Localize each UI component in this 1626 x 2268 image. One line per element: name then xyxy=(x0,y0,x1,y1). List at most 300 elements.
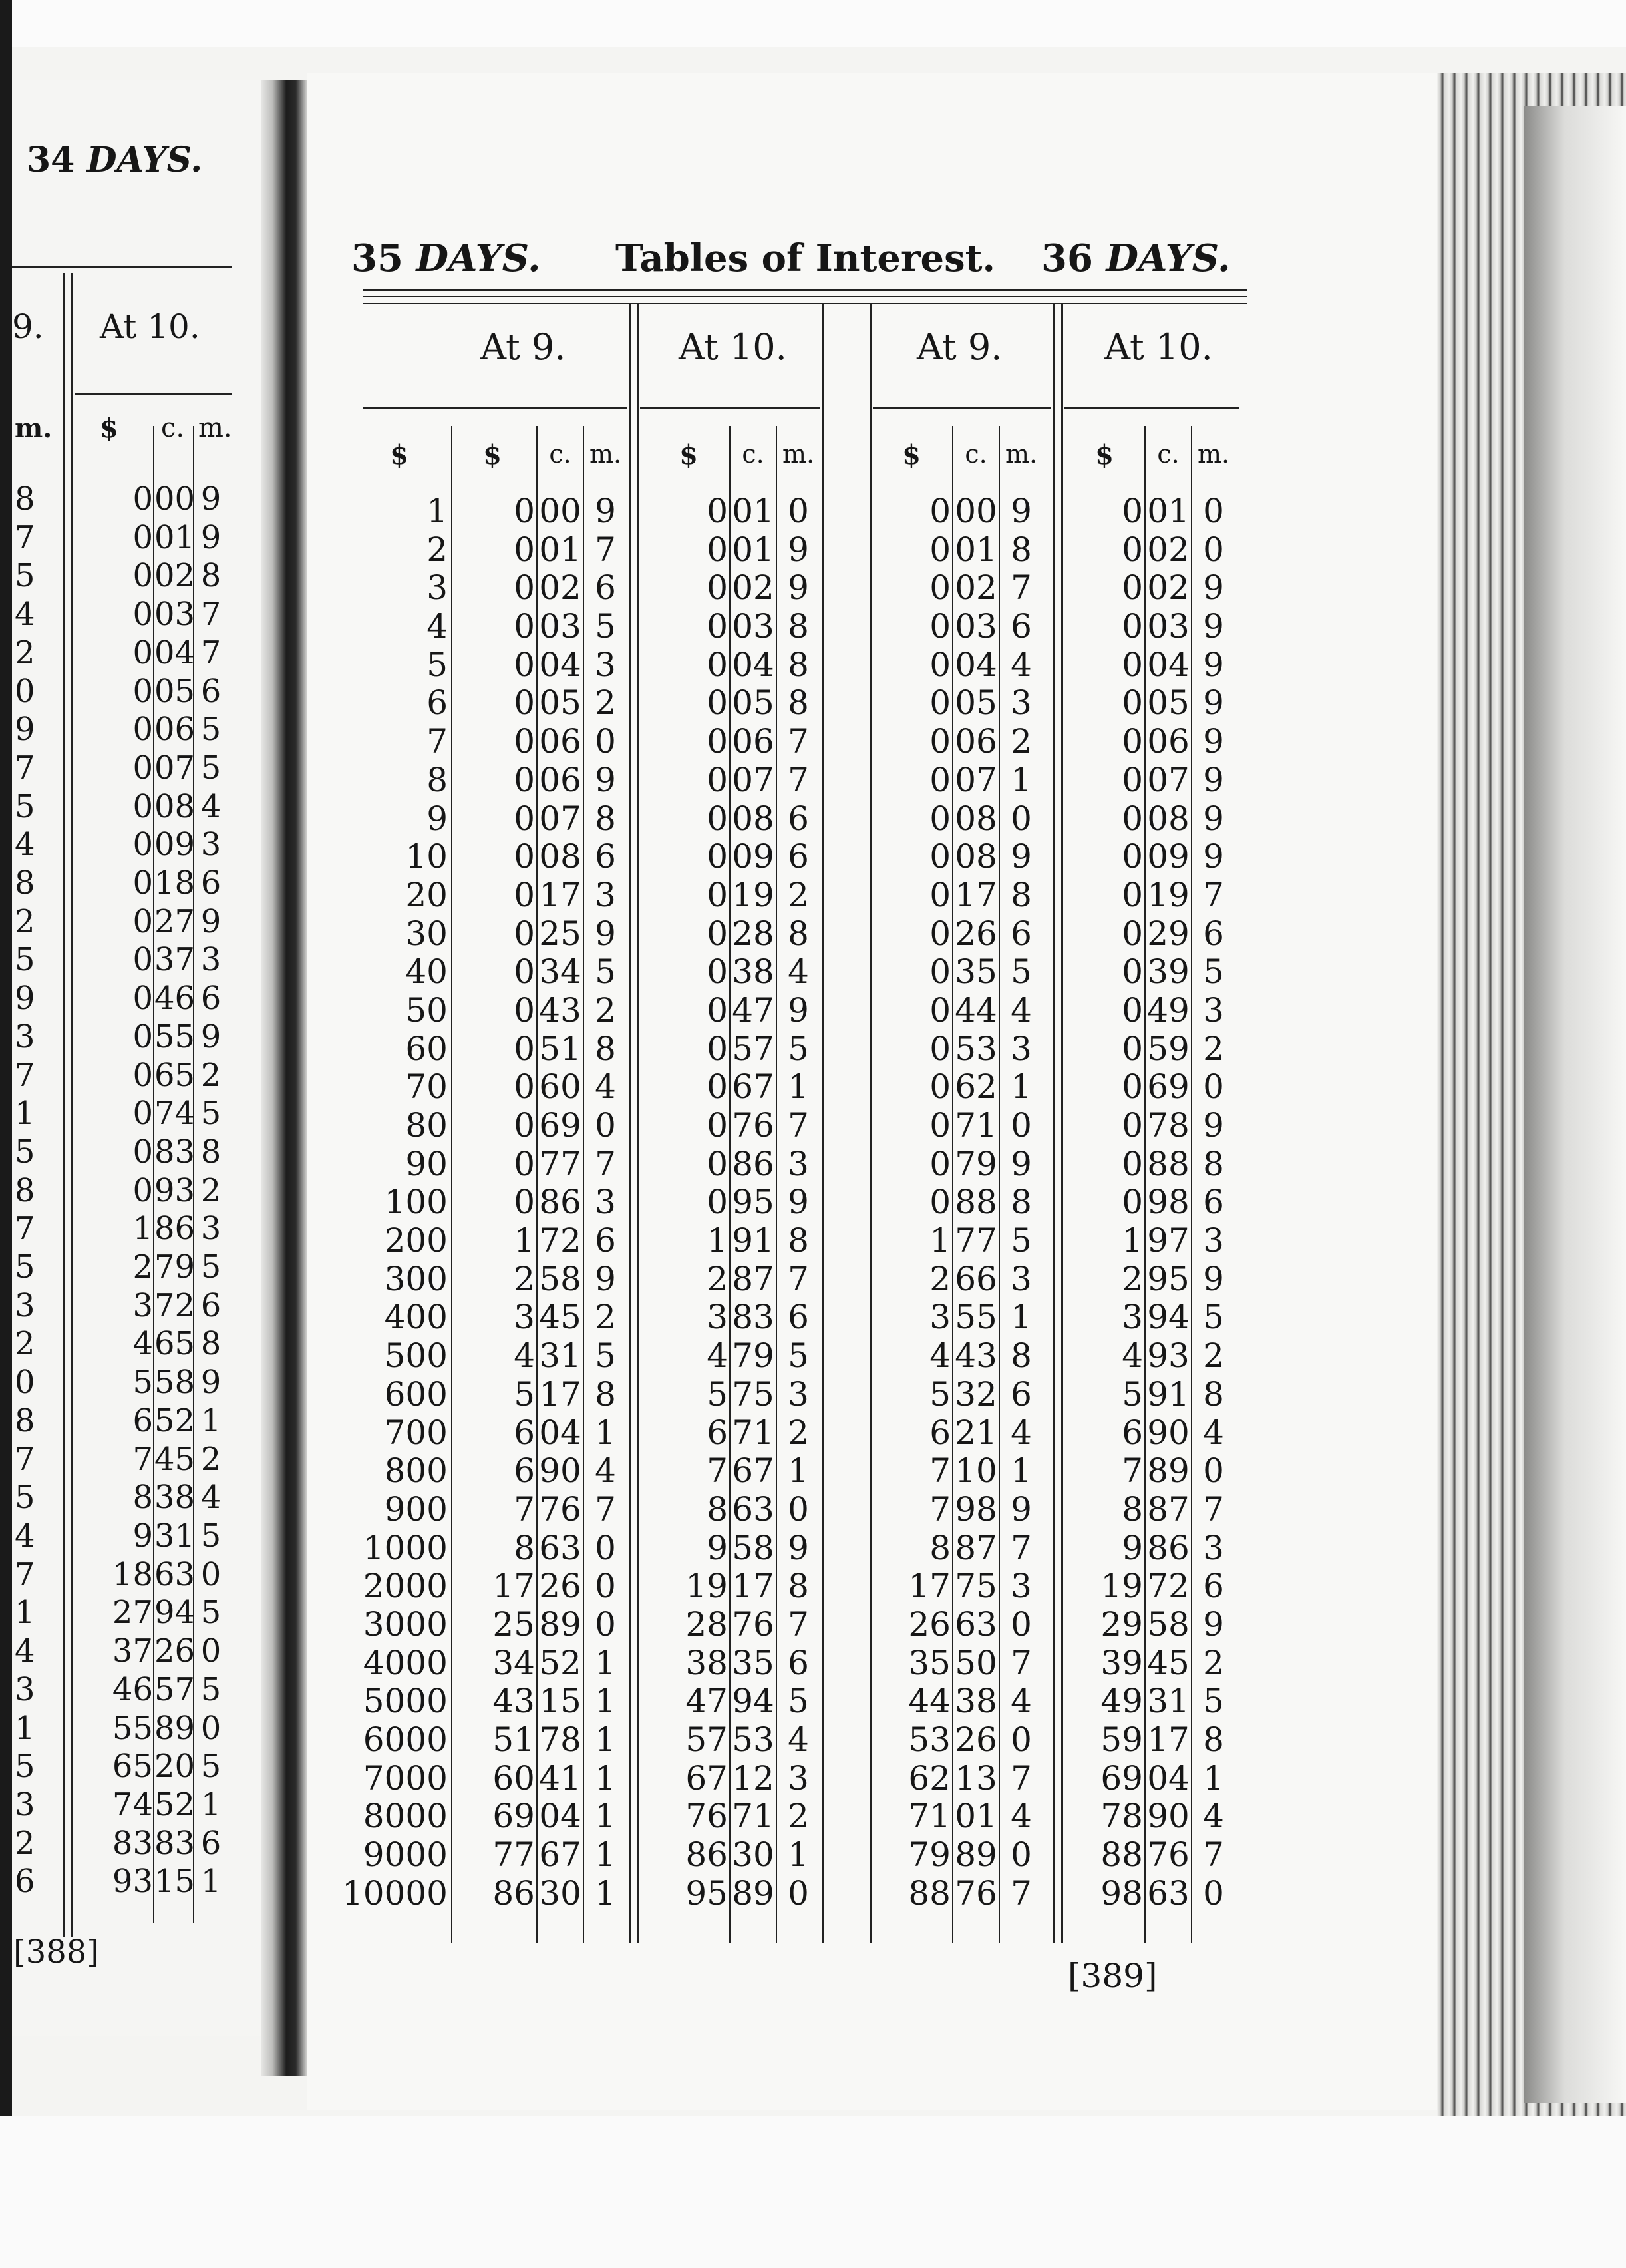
left-dollars-cell: 0 xyxy=(132,711,153,749)
g2-mills-cell: 0 xyxy=(788,492,809,530)
g2-dollars-cell: 0 xyxy=(707,1029,728,1068)
g3-mills-cell: 8 xyxy=(1011,875,1032,914)
g3-dollars-cell: 0 xyxy=(929,799,951,838)
g4-cents-cell: 02 xyxy=(1147,530,1190,569)
left-mills-cell: 1 xyxy=(200,1402,222,1439)
g2-cents-cell: 71 xyxy=(732,1797,774,1836)
g4-mills-cell: 4 xyxy=(1203,1413,1224,1452)
g4-mills-cell: 2 xyxy=(1203,1029,1224,1068)
g3-dollars-cell: 7 xyxy=(929,1451,951,1491)
principal-cell: 7000 xyxy=(363,1758,448,1797)
g1-cents-cell: 86 xyxy=(539,1183,581,1222)
g4-dollars-cell: 0 xyxy=(1122,722,1143,761)
left-mills-header: m. xyxy=(198,413,232,443)
g1-cents-header: c. xyxy=(549,439,571,469)
g4-cents-cell: 01 xyxy=(1147,492,1190,530)
g3-mills-cell: 9 xyxy=(1011,492,1032,530)
left-cents-cell: 05 xyxy=(154,672,196,710)
g2-cents-cell: 57 xyxy=(732,1029,774,1068)
g1-mills-cell: 0 xyxy=(595,722,616,761)
left-cents-cell: 02 xyxy=(154,557,196,595)
left-cents-cell: 08 xyxy=(154,787,196,825)
g4-cents-cell: 86 xyxy=(1147,1528,1190,1567)
left-tail-mills-cell: 2 xyxy=(15,902,35,940)
g2-dollars-column xyxy=(640,492,728,1913)
g2-cents-cell: 05 xyxy=(732,683,774,723)
g4-dollars-cell: 0 xyxy=(1122,1144,1143,1183)
left-page-folio: [388] xyxy=(13,1933,100,1971)
g3-cents-cell: 21 xyxy=(955,1413,997,1452)
g2-dollars-cell: 0 xyxy=(707,914,728,953)
left-mills-cell: 3 xyxy=(200,826,222,864)
g3-dollars-cell: 53 xyxy=(908,1720,951,1759)
g2-mills-cell: 8 xyxy=(788,1221,809,1260)
divider-principal-right xyxy=(637,303,639,1943)
left-mills-cell: 5 xyxy=(200,1248,222,1286)
g3-cents-header: c. xyxy=(965,439,987,469)
g3-cents-cell: 38 xyxy=(955,1682,997,1721)
g4-mills-cell: 8 xyxy=(1203,1144,1224,1183)
g3-cents-cell: 50 xyxy=(955,1643,997,1682)
g3-mills-cell: 3 xyxy=(1011,1029,1032,1068)
left-cents-cell: 04 xyxy=(154,634,196,671)
g2-mills-cell: 4 xyxy=(788,1720,809,1759)
left-mills-cell: 9 xyxy=(200,518,222,556)
scan-margin-top xyxy=(0,0,1626,47)
g1-cents-cell: 41 xyxy=(539,1758,581,1797)
g1-mills-cell: 0 xyxy=(595,1106,616,1145)
g1-dollars-cell: 2 xyxy=(514,1259,535,1298)
g1-cents-cell: 30 xyxy=(539,1873,581,1913)
g3-mills-cell: 9 xyxy=(1011,1489,1032,1529)
g1-mills-cell: 4 xyxy=(595,1451,616,1491)
g2-cents-cell: 03 xyxy=(732,607,774,646)
scan-margin-bottom xyxy=(0,2116,1626,2268)
g4-cents-cell: 08 xyxy=(1147,799,1190,838)
g2-mills-cell: 0 xyxy=(788,1873,809,1913)
g1-mills-cell: 1 xyxy=(595,1643,616,1682)
left-cents-cell: 55 xyxy=(154,1018,196,1055)
principal-cell: 2 xyxy=(426,530,448,569)
left-tail-mills-cell: 2 xyxy=(15,1824,35,1862)
g1-dollars-cell: 7 xyxy=(514,1489,535,1529)
g3-cents-cell: 01 xyxy=(955,1797,997,1836)
g2-mills-cell: 7 xyxy=(788,722,809,761)
g1-mills-cell: 0 xyxy=(595,1605,616,1644)
g3-cents-cell: 89 xyxy=(955,1835,997,1875)
g2-dollars-cell: 9 xyxy=(707,1528,728,1567)
g4-mills-cell: 0 xyxy=(1203,530,1224,569)
left-mills-cell: 5 xyxy=(200,1748,222,1786)
g4-mills-cell: 8 xyxy=(1203,1374,1224,1414)
g1-cents-cell: 26 xyxy=(539,1567,581,1606)
left-tail-mills-cell: 7 xyxy=(15,749,35,787)
g2-mills-cell: 8 xyxy=(788,683,809,723)
left-tail-mills-cell: 5 xyxy=(15,787,35,825)
g2-mills-cell: 7 xyxy=(788,1106,809,1145)
g3-mills-cell: 3 xyxy=(1011,1567,1032,1606)
g4-mills-cell: 6 xyxy=(1203,1567,1224,1606)
g1-mills-cell: 7 xyxy=(595,1144,616,1183)
g3-dollars-cell: 26 xyxy=(908,1605,951,1644)
left-tail-mills-cell: 7 xyxy=(15,518,35,556)
principal-cell: 600 xyxy=(384,1374,448,1414)
g2-dollars-cell: 76 xyxy=(685,1797,728,1836)
left-tail-mills-cell: 9 xyxy=(15,711,35,749)
principal-cell: 9 xyxy=(426,799,448,838)
g3-mills-cell: 6 xyxy=(1011,607,1032,646)
left-tail-mills-cell: 7 xyxy=(15,1056,35,1094)
left-cents-cell: 45 xyxy=(154,1440,196,1478)
g1-dollars-cell: 0 xyxy=(514,914,535,953)
g1-dollars-cell: 0 xyxy=(514,530,535,569)
g4-cents-cell: 31 xyxy=(1147,1682,1190,1721)
principal-cell: 70 xyxy=(405,1067,448,1107)
divider-principal-left xyxy=(629,303,631,1943)
divider-group3-4-left xyxy=(1053,303,1055,1943)
left-tail-mills-column xyxy=(15,480,41,1901)
g3-dollars-cell: 62 xyxy=(908,1758,951,1797)
g4-dollars-cell: 0 xyxy=(1122,683,1143,723)
left-cents-cell: 27 xyxy=(154,902,196,940)
g4-cents-header: c. xyxy=(1157,439,1180,469)
left-dollars-column xyxy=(67,480,153,1901)
left-cents-cell: 63 xyxy=(154,1555,196,1593)
left-cents-cell: 52 xyxy=(154,1402,196,1439)
g2-cents-cell: 30 xyxy=(732,1835,774,1875)
left-tail-mills-cell: 5 xyxy=(15,1479,35,1517)
left-cents-cell: 52 xyxy=(154,1786,196,1823)
g1-mills-cell: 8 xyxy=(595,1029,616,1068)
g2-mills-cell: 7 xyxy=(788,1259,809,1298)
g3-mills-cell: 1 xyxy=(1011,1067,1032,1107)
left-mills-cell: 3 xyxy=(200,941,222,979)
g2-dollars-cell: 0 xyxy=(707,722,728,761)
g4-dollars-cell: 0 xyxy=(1122,914,1143,953)
left-cents-cell: 94 xyxy=(154,1594,196,1632)
g2-mills-cell: 5 xyxy=(788,1336,809,1376)
group-rule-1 xyxy=(363,407,627,409)
g1-mills-cell: 3 xyxy=(595,645,616,684)
g2-cents-cell: 09 xyxy=(732,837,774,876)
left-cents-cell: 31 xyxy=(154,1517,196,1555)
g2-dollars-cell: 3 xyxy=(707,1298,728,1337)
g2-mills-cell: 1 xyxy=(788,1835,809,1875)
left-dollars-cell: 0 xyxy=(132,787,153,825)
g3-dollars-cell: 17 xyxy=(908,1567,951,1606)
g1-mills-cell: 1 xyxy=(595,1720,616,1759)
g1-dollars-cell: 86 xyxy=(492,1873,535,1913)
g3-mills-cell: 0 xyxy=(1011,1605,1032,1644)
left-dollars-cell: 0 xyxy=(132,941,153,979)
g4-mills-cell: 2 xyxy=(1203,1643,1224,1682)
g4-cents-cell: 97 xyxy=(1147,1221,1190,1260)
g3-mills-cell: 8 xyxy=(1011,1336,1032,1376)
left-tail-mills-cell: 5 xyxy=(15,1248,35,1286)
g3-mills-cell: 7 xyxy=(1011,1643,1032,1682)
g1-mills-cell: 6 xyxy=(595,1221,616,1260)
g4-dollars-column xyxy=(1064,492,1143,1913)
g4-cents-cell: 98 xyxy=(1147,1183,1190,1222)
left-mills-cell: 7 xyxy=(200,596,222,634)
g1-cents-cell: 58 xyxy=(539,1259,581,1298)
g1-dollars-cell: 43 xyxy=(492,1682,535,1721)
g4-dollars-cell: 6 xyxy=(1122,1413,1143,1452)
g4-cents-cell: 87 xyxy=(1147,1489,1190,1529)
g2-cents-cell: 76 xyxy=(732,1106,774,1145)
header-rule-2 xyxy=(363,296,1247,297)
g3-mills-cell: 0 xyxy=(1011,799,1032,838)
g3-dollars-cell: 0 xyxy=(929,722,951,761)
g4-cents-cell: 89 xyxy=(1147,1451,1190,1491)
left-mills-cell: 6 xyxy=(200,980,222,1018)
g3-cents-cell: 26 xyxy=(955,914,997,953)
g3-mills-cell: 7 xyxy=(1011,568,1032,608)
g1-mills-cell: 2 xyxy=(595,683,616,723)
left-tail-mills-cell: 5 xyxy=(15,941,35,979)
left-dollars-cell: 0 xyxy=(132,634,153,671)
g3-mills-cell: 4 xyxy=(1011,645,1032,684)
g4-cents-cell: 09 xyxy=(1147,837,1190,876)
principal-cell: 4 xyxy=(426,607,448,646)
g2-mills-cell: 8 xyxy=(788,1567,809,1606)
g1-divider-principal xyxy=(451,426,452,1943)
g4-cents-cell: 49 xyxy=(1147,990,1190,1030)
scan-edge-left xyxy=(0,0,12,2268)
g2-dollars-cell: 0 xyxy=(707,837,728,876)
g3-cents-cell: 62 xyxy=(955,1067,997,1107)
g1-mills-cell: 8 xyxy=(595,1374,616,1414)
g3-dollars-cell: 88 xyxy=(908,1873,951,1913)
g4-dollars-cell: 0 xyxy=(1122,990,1143,1030)
g1-mills-cell: 8 xyxy=(595,799,616,838)
g2-cents-cell: 95 xyxy=(732,1183,774,1222)
g2-mills-cell: 7 xyxy=(788,760,809,799)
left-cents-cell: 06 xyxy=(154,711,196,749)
g1-dollars-cell: 0 xyxy=(514,645,535,684)
g4-mills-cell: 0 xyxy=(1203,492,1224,530)
g1-dollars-cell: 8 xyxy=(514,1528,535,1567)
g3-mills-cell: 0 xyxy=(1011,1720,1032,1759)
g2-cents-cell: 63 xyxy=(732,1489,774,1529)
g3-dollars-cell: 35 xyxy=(908,1643,951,1682)
g2-mills-cell: 9 xyxy=(788,568,809,608)
principal-cell: 10 xyxy=(405,837,448,876)
g3-cents-cell: 98 xyxy=(955,1489,997,1529)
g1-cents-cell: 76 xyxy=(539,1489,581,1529)
left-mills-cell: 4 xyxy=(200,1479,222,1517)
principal-cell: 30 xyxy=(405,914,448,953)
g1-mills-cell: 1 xyxy=(595,1413,616,1452)
left-tail-mills-cell: 7 xyxy=(15,1555,35,1593)
g2-dollars-cell: 0 xyxy=(707,1144,728,1183)
left-dollars-cell: 2 xyxy=(132,1248,153,1286)
g4-cents-cell: 95 xyxy=(1147,1259,1190,1298)
left-divider-1 xyxy=(63,273,65,1937)
g1-cents-cell: 51 xyxy=(539,1029,581,1068)
left-tail-mills-cell: 2 xyxy=(15,634,35,671)
left-tail-mills-cell: 8 xyxy=(15,1402,35,1439)
g3-cents-cell: 55 xyxy=(955,1298,997,1337)
g4-dollars-cell: 4 xyxy=(1122,1336,1143,1376)
g2-cents-cell: 06 xyxy=(732,722,774,761)
g1-cents-cell: 78 xyxy=(539,1720,581,1759)
left-dollars-cell: 0 xyxy=(132,1018,153,1055)
g4-dollars-cell: 0 xyxy=(1122,952,1143,992)
g2-dollars-cell: 0 xyxy=(707,875,728,914)
principal-cell: 3000 xyxy=(363,1605,448,1644)
left-mills-cell: 2 xyxy=(200,1440,222,1478)
principal-cell: 8000 xyxy=(363,1797,448,1836)
left-dollars-cell: 74 xyxy=(112,1786,153,1823)
g3-mills-cell: 3 xyxy=(1011,1259,1032,1298)
g2-cents-cell: 58 xyxy=(732,1528,774,1567)
left-cents-cell: 00 xyxy=(154,480,196,518)
g4-cents-cell: 63 xyxy=(1147,1873,1190,1913)
g2-mills-header: m. xyxy=(782,439,815,469)
g3-dollars-cell: 79 xyxy=(908,1835,951,1875)
principal-cell: 50 xyxy=(405,990,448,1030)
g1-mills-cell: 9 xyxy=(595,760,616,799)
g3-cents-cell: 06 xyxy=(955,722,997,761)
left-cents-cell: 72 xyxy=(154,1286,196,1324)
principal-cell: 2000 xyxy=(363,1567,448,1606)
g1-dollars-cell: 34 xyxy=(492,1643,535,1682)
g1-cents-cell: 08 xyxy=(539,837,581,876)
left-tail-mills-cell: 1 xyxy=(15,1594,35,1632)
left-mills-cell: 7 xyxy=(200,634,222,671)
g2-cents-cell: 08 xyxy=(732,799,774,838)
g4-cents-cell: 19 xyxy=(1147,875,1190,914)
g1-cents-cell: 89 xyxy=(539,1605,581,1644)
g1-dollars-header: $ xyxy=(483,439,502,471)
left-tail-mills-cell: 4 xyxy=(15,1517,35,1555)
left-dollars-cell: 0 xyxy=(132,980,153,1018)
g2-dollars-cell: 0 xyxy=(707,990,728,1030)
principal-cell: 400 xyxy=(384,1298,448,1337)
principal-cell: 90 xyxy=(405,1144,448,1183)
g4-mills-cell: 9 xyxy=(1203,1259,1224,1298)
g2-dollars-cell: 0 xyxy=(707,799,728,838)
left-rule-top xyxy=(12,266,232,268)
principal-cell: 20 xyxy=(405,875,448,914)
g1-cents-cell: 72 xyxy=(539,1221,581,1260)
principal-cell: 900 xyxy=(384,1489,448,1529)
left-dollars-cell: 0 xyxy=(132,480,153,518)
g3-cents-cell: 32 xyxy=(955,1374,997,1414)
g1-mills-cell: 5 xyxy=(595,607,616,646)
principal-cell: 5 xyxy=(426,645,448,684)
g1-cents-cell: 04 xyxy=(539,645,581,684)
g1-mills-cell: 3 xyxy=(595,875,616,914)
g4-cents-cell: 69 xyxy=(1147,1067,1190,1107)
header-left-number: 35 xyxy=(351,236,403,280)
g2-cents-cell: 04 xyxy=(732,645,774,684)
g2-dollars-cell: 0 xyxy=(707,683,728,723)
group-rule-3 xyxy=(873,407,1051,409)
g2-mills-cell: 6 xyxy=(788,1298,809,1337)
left-cents-cell: 26 xyxy=(154,1632,196,1670)
g3-mills-cell: 0 xyxy=(1011,1106,1032,1145)
left-dollars-cell: 46 xyxy=(112,1670,153,1708)
g4-cents-cell: 58 xyxy=(1147,1605,1190,1644)
g1-mills-header: m. xyxy=(589,439,622,469)
g3-cents-cell: 75 xyxy=(955,1567,997,1606)
left-cents-cell: 58 xyxy=(154,1364,196,1402)
g1-mills-cell: 6 xyxy=(595,837,616,876)
g1-dollars-cell: 0 xyxy=(514,683,535,723)
g1-dollars-cell: 0 xyxy=(514,492,535,530)
left-mills-cell: 5 xyxy=(200,1670,222,1708)
g4-dollars-cell: 8 xyxy=(1122,1489,1143,1529)
principal-cell: 7 xyxy=(426,722,448,761)
g2-cents-cell: 28 xyxy=(732,914,774,953)
g1-mills-cell: 1 xyxy=(595,1758,616,1797)
g1-dollars-cell: 0 xyxy=(514,1067,535,1107)
g2-dollars-cell: 38 xyxy=(685,1643,728,1682)
left-cents-cell: 74 xyxy=(154,1095,196,1133)
g2-mills-cell: 4 xyxy=(788,952,809,992)
g1-mills-cell: 5 xyxy=(595,952,616,992)
left-tail-mills-cell: 7 xyxy=(15,1440,35,1478)
g2-mills-cell: 6 xyxy=(788,1643,809,1682)
group-rule-2 xyxy=(640,407,820,409)
g4-mills-cell: 9 xyxy=(1203,722,1224,761)
g2-cents-cell: 17 xyxy=(732,1567,774,1606)
left-dollars-header: $ xyxy=(100,413,118,444)
left-dollars-cell: 9 xyxy=(132,1517,153,1555)
g2-dollars-cell: 28 xyxy=(685,1605,728,1644)
left-tail-mills-cell: 9 xyxy=(15,980,35,1018)
g4-dollars-cell: 0 xyxy=(1122,875,1143,914)
g2-dollars-cell: 1 xyxy=(707,1221,728,1260)
principal-cell: 6000 xyxy=(363,1720,448,1759)
g4-cents-cell: 45 xyxy=(1147,1643,1190,1682)
g3-dollars-cell: 0 xyxy=(929,1144,951,1183)
header-rule-3 xyxy=(363,303,1247,304)
left-tail-mills-cell: 0 xyxy=(15,672,35,710)
g4-cents-cell: 93 xyxy=(1147,1336,1190,1376)
g4-mills-cell: 9 xyxy=(1203,1106,1224,1145)
g1-cents-cell: 52 xyxy=(539,1643,581,1682)
g3-dollars-cell: 0 xyxy=(929,952,951,992)
g3-mills-cell: 4 xyxy=(1011,1797,1032,1836)
g2-mills-cell: 2 xyxy=(788,1413,809,1452)
g1-mills-cell: 2 xyxy=(595,990,616,1030)
g4-mills-cell: 0 xyxy=(1203,1873,1224,1913)
g3-mills-cell: 1 xyxy=(1011,1298,1032,1337)
g2-dollars-cell: 6 xyxy=(707,1413,728,1452)
g2-cents-cell: 12 xyxy=(732,1758,774,1797)
g1-cents-cell: 00 xyxy=(539,492,581,530)
g2-dollars-cell: 47 xyxy=(685,1682,728,1721)
g2-cents-cell: 01 xyxy=(732,530,774,569)
g1-dollars-cell: 0 xyxy=(514,760,535,799)
g2-dollars-cell: 0 xyxy=(707,645,728,684)
g3-cents-cell: 13 xyxy=(955,1758,997,1797)
g1-cents-cell: 03 xyxy=(539,607,581,646)
left-header-word: DAYS. xyxy=(86,140,203,180)
g2-dollars-cell: 0 xyxy=(707,760,728,799)
left-cents-cell: 20 xyxy=(154,1748,196,1786)
g4-mills-cell: 5 xyxy=(1203,1682,1224,1721)
g1-dollars-cell: 0 xyxy=(514,1144,535,1183)
g2-dollars-cell: 19 xyxy=(685,1567,728,1606)
g2-mills-cell: 3 xyxy=(788,1144,809,1183)
g1-dollars-cell: 0 xyxy=(514,607,535,646)
g4-cents-cell: 17 xyxy=(1147,1720,1190,1759)
left-dollars-cell: 7 xyxy=(132,1440,153,1478)
